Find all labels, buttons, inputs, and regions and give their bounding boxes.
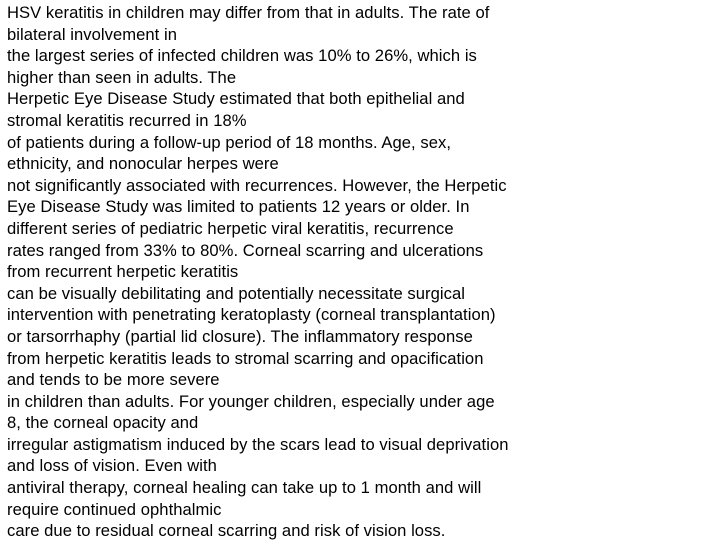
text-line: 8, the corneal opacity and: [7, 413, 199, 433]
text-line: rates ranged from 33% to 80%. Corneal scarring and ulcerations: [7, 240, 484, 260]
text-line: HSV keratitis in children may differ from that in adults. The rate of: [7, 3, 490, 22]
text-line: and loss of vision. Even with: [7, 456, 217, 476]
text-line: different series of pediatric herpetic viral keratitis, recurrence: [7, 218, 454, 238]
body-text: [7, 2, 707, 542]
text-line: not significantly associated with recurrences. However, the Herpetic: [7, 175, 507, 195]
text-line: irregular astigmatism induced by the scars lead to visual deprivation: [7, 434, 509, 454]
text-line: care due to residual corneal scarring and risk of vision loss.: [7, 521, 446, 541]
text-line: the largest series of infected children was 10% to 26%, which is: [7, 46, 477, 66]
text-line: Eye Disease Study was limited to patients 12 years or older. In: [7, 197, 470, 217]
text-line: Herpetic Eye Disease Study estimated that both epithelial and: [7, 89, 465, 109]
text-line: from recurrent herpetic keratitis: [7, 262, 239, 282]
text-line: of patients during a follow-up period of 18 months. Age, sex,: [7, 132, 451, 152]
text-line: from herpetic keratitis leads to stromal scarring and opacification: [7, 348, 484, 368]
text-line: antiviral therapy, corneal healing can take up to 1 month and will: [7, 478, 482, 498]
text-line: stromal keratitis recurred in 18%: [7, 110, 247, 130]
text-line: require continued ophthalmic: [7, 499, 222, 519]
text-line: and tends to be more severe: [7, 370, 220, 390]
text-line: bilateral involvement in: [7, 24, 177, 44]
text-line: in children than adults. For younger children, especially under age: [7, 391, 495, 411]
text-line: or tarsorrhaphy (partial lid closure). The inflammatory response: [7, 326, 473, 346]
text-line: can be visually debilitating and potentially necessitate surgical: [7, 283, 466, 303]
text-line: higher than seen in adults. The: [7, 67, 237, 87]
text-line: ethnicity, and nonocular herpes were: [7, 154, 279, 174]
text-line: intervention with penetrating keratoplasty (corneal transplantation): [7, 305, 496, 325]
